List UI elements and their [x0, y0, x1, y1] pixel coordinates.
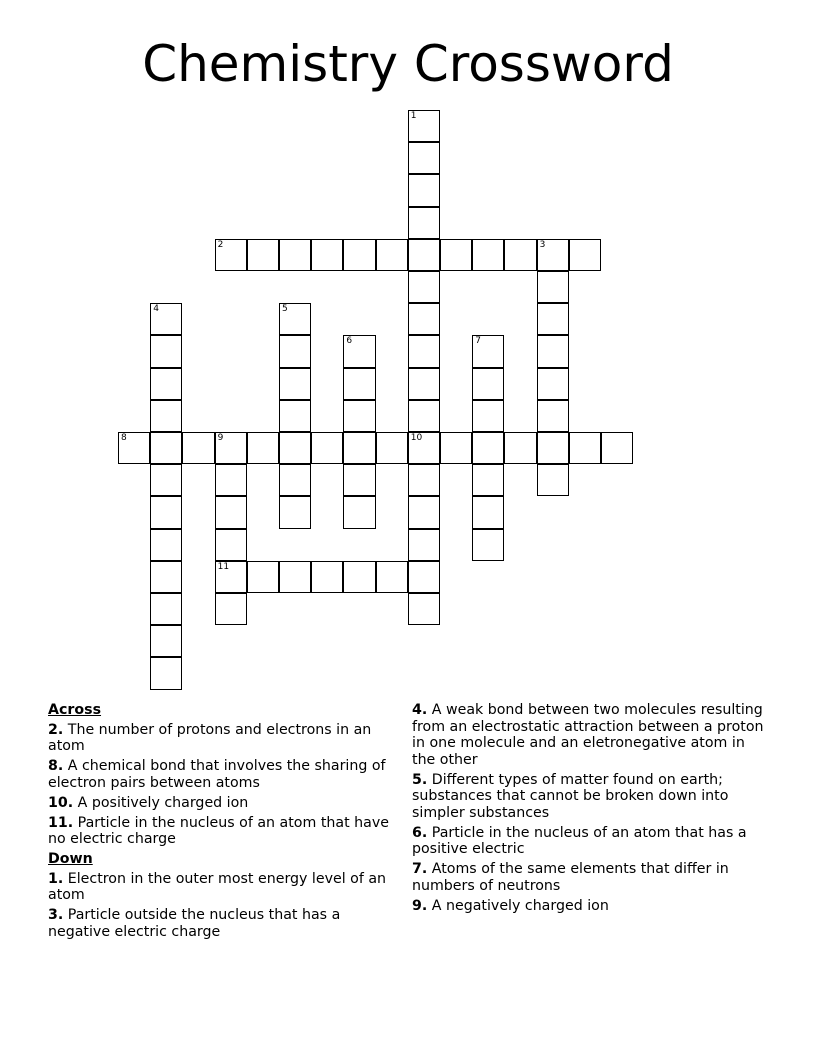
crossword-cell[interactable]	[150, 400, 182, 432]
clue-number: 8.	[48, 758, 64, 774]
clue-number: 10.	[48, 794, 74, 811]
clue-text: Particle in the nucleus of an atom that has a positive electric	[412, 824, 747, 857]
crossword-cell[interactable]	[150, 303, 182, 335]
crossword-cell[interactable]	[150, 657, 182, 689]
crossword-cell[interactable]	[279, 496, 311, 528]
crossword-cell[interactable]	[601, 432, 633, 464]
clue-number-label: 7	[475, 336, 481, 347]
crossword-cell[interactable]	[408, 529, 440, 561]
crossword-cell[interactable]	[150, 464, 182, 496]
clue-text: A chemical bond that involves the sharing of electron pairs between atoms	[48, 758, 386, 791]
crossword-cell[interactable]	[440, 432, 472, 464]
crossword-cell[interactable]	[504, 432, 536, 464]
crossword-cell[interactable]	[279, 303, 311, 335]
crossword-cell[interactable]	[376, 432, 408, 464]
clue-column-right	[412, 702, 768, 918]
crossword-cell[interactable]	[215, 239, 247, 271]
crossword-cell[interactable]	[537, 432, 569, 464]
crossword-cell[interactable]	[408, 239, 440, 271]
clue-across-8	[48, 758, 396, 791]
clue-down-4	[412, 702, 768, 768]
crossword-cell[interactable]	[472, 432, 504, 464]
crossword-cell[interactable]	[408, 271, 440, 303]
crossword-cell[interactable]	[537, 335, 569, 367]
crossword-cell[interactable]	[408, 496, 440, 528]
clue-number: 5.	[412, 771, 428, 788]
crossword-cell[interactable]	[408, 303, 440, 335]
crossword-cell[interactable]	[408, 110, 440, 142]
crossword-cell[interactable]	[343, 239, 375, 271]
crossword-cell[interactable]	[150, 529, 182, 561]
clue-column-left	[48, 702, 396, 944]
crossword-cell[interactable]	[472, 368, 504, 400]
crossword-cell[interactable]	[215, 432, 247, 464]
page-title: Chemistry Crossword	[142, 35, 674, 93]
crossword-cell[interactable]	[408, 400, 440, 432]
crossword-cell[interactable]	[215, 496, 247, 528]
crossword-cell[interactable]	[215, 593, 247, 625]
crossword-cell[interactable]	[150, 432, 182, 464]
clue-text: A positively charged ion	[77, 794, 249, 811]
crossword-cell[interactable]	[408, 368, 440, 400]
crossword-cell[interactable]	[537, 303, 569, 335]
across-heading: Across	[48, 702, 102, 718]
crossword-cell[interactable]	[247, 561, 279, 593]
crossword-cell[interactable]	[279, 239, 311, 271]
crossword-cell[interactable]	[343, 368, 375, 400]
crossword-cell[interactable]	[408, 174, 440, 206]
crossword-cell[interactable]	[472, 335, 504, 367]
crossword-cell[interactable]	[150, 625, 182, 657]
crossword-cell[interactable]	[376, 239, 408, 271]
crossword-cell[interactable]	[569, 432, 601, 464]
clue-number: 3.	[48, 907, 64, 923]
crossword-cell[interactable]	[408, 593, 440, 625]
crossword-cell[interactable]	[279, 335, 311, 367]
crossword-cell[interactable]	[376, 561, 408, 593]
clue-number-label: 9	[217, 433, 224, 443]
clue-text: A weak bond between two molecules resulting from an electrostatic attraction between a proton in one molecule and an eletronegative atom in the other	[412, 702, 764, 768]
crossword-cell[interactable]	[472, 464, 504, 496]
clue-text: Different types of matter found on earth; substances that cannot be broken down into simpler substances	[412, 771, 729, 821]
clue-number: 7.	[412, 861, 428, 877]
crossword-cell[interactable]	[215, 464, 247, 496]
clue-number-label: 6	[346, 336, 353, 347]
crossword-cell[interactable]	[311, 239, 343, 271]
crossword-cell[interactable]	[408, 335, 440, 367]
clue-text: A negatively charged ion	[431, 897, 609, 914]
crossword-cell[interactable]	[408, 464, 440, 496]
crossword-cell[interactable]	[150, 561, 182, 593]
crossword-cell[interactable]	[343, 496, 375, 528]
crossword-cell[interactable]	[537, 239, 569, 271]
crossword-cell[interactable]	[215, 529, 247, 561]
crossword-cell[interactable]	[343, 432, 375, 464]
clue-number: 2.	[48, 721, 64, 738]
down-heading: Down	[48, 851, 93, 867]
crossword-cell[interactable]	[311, 561, 343, 593]
clue-number-label: 11	[217, 561, 230, 572]
crossword-cell[interactable]	[504, 239, 536, 271]
clue-number-label: 2	[217, 239, 224, 250]
clue-number: 4.	[412, 702, 428, 718]
crossword-cell[interactable]	[343, 561, 375, 593]
clue-number: 11.	[48, 814, 74, 831]
crossword-cell[interactable]	[279, 432, 311, 464]
clue-number: 9.	[412, 897, 428, 914]
clue-text: The number of protons and electrons in an atom	[48, 721, 372, 754]
crossword-cell[interactable]	[150, 593, 182, 625]
clue-down-5	[412, 772, 768, 822]
crossword-cell[interactable]	[118, 432, 150, 464]
crossword-cell[interactable]	[472, 496, 504, 528]
clue-text: Particle in the nucleus of an atom that have no electric charge	[48, 814, 389, 847]
crossword-cell[interactable]	[150, 496, 182, 528]
clue-text: Electron in the outer most energy level of an atom	[48, 870, 387, 903]
crossword-cell[interactable]	[472, 400, 504, 432]
clue-text: Atoms of the same elements that differ in numbers of neutrons	[412, 861, 729, 894]
crossword-cell[interactable]	[408, 561, 440, 593]
crossword-cell[interactable]	[247, 432, 279, 464]
crossword-cell[interactable]	[537, 464, 569, 496]
crossword-cell[interactable]	[408, 432, 440, 464]
crossword-cell[interactable]	[279, 464, 311, 496]
crossword-cell[interactable]	[150, 335, 182, 367]
clue-down-1	[48, 871, 396, 904]
clue-number-label: 10	[410, 433, 423, 443]
crossword-cell[interactable]	[472, 529, 504, 561]
crossword-cell[interactable]	[343, 464, 375, 496]
clue-down-6	[412, 825, 768, 858]
clue-down-3	[48, 907, 396, 940]
clue-number-label: 1	[410, 111, 417, 121]
crossword-cell[interactable]	[408, 207, 440, 239]
clue-number: 6.	[412, 824, 428, 841]
crossword-cell[interactable]	[247, 239, 279, 271]
crossword-cell[interactable]	[311, 432, 343, 464]
clue-across-2	[48, 722, 396, 755]
crossword-cell[interactable]	[182, 432, 214, 464]
crossword-cell[interactable]	[537, 400, 569, 432]
clue-number-label: 4	[153, 304, 159, 315]
clue-number-label: 3	[539, 239, 546, 250]
clue-across-10	[48, 795, 396, 812]
crossword-cell[interactable]	[215, 561, 247, 593]
crossword-cell[interactable]	[343, 400, 375, 432]
clue-number-label: 5	[282, 304, 288, 315]
crossword-cell[interactable]	[343, 335, 375, 367]
crossword-cell[interactable]	[279, 368, 311, 400]
crossword-cell[interactable]	[150, 368, 182, 400]
crossword-cell[interactable]	[569, 239, 601, 271]
clue-down-9	[412, 898, 768, 915]
crossword-cell[interactable]	[440, 239, 472, 271]
crossword-cell[interactable]	[408, 142, 440, 174]
crossword-cell[interactable]	[279, 400, 311, 432]
crossword-cell[interactable]	[537, 271, 569, 303]
clue-down-7	[412, 861, 768, 894]
clue-number-label: 8	[121, 433, 127, 443]
crossword-cell[interactable]	[279, 561, 311, 593]
clue-across-11	[48, 815, 396, 848]
crossword-cell[interactable]	[472, 239, 504, 271]
clue-text: Particle outside the nucleus that has a negative electric charge	[48, 907, 341, 940]
clue-number: 1.	[48, 870, 64, 887]
crossword-cell[interactable]	[537, 368, 569, 400]
